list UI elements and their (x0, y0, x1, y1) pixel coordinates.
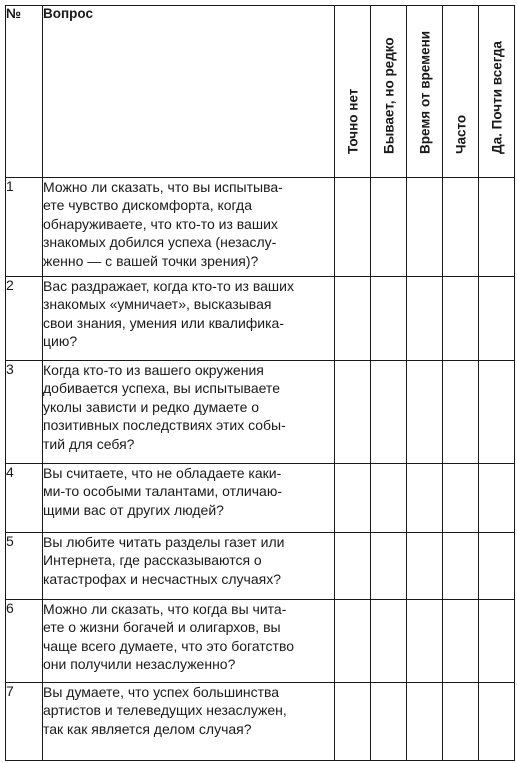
question-text (43, 178, 335, 277)
answer-cell[interactable] (335, 178, 371, 277)
answer-cell[interactable] (479, 178, 515, 277)
question-number: 6 (6, 600, 43, 683)
answer-cell[interactable] (443, 178, 479, 277)
questionnaire-table (5, 5, 515, 761)
answer-cell[interactable] (407, 683, 443, 761)
answer-cell[interactable] (407, 600, 443, 683)
question-line: Можно ли сказать, что когда вы чита- (43, 601, 287, 617)
answer-cell[interactable] (407, 277, 443, 361)
table-row (6, 464, 515, 533)
answer-cell[interactable] (407, 361, 443, 464)
question-number: 2 (6, 277, 43, 361)
header-option-label: Часто (453, 114, 468, 154)
header-option-never (335, 6, 371, 178)
question-line: позитивных последствиях этих собы- (43, 417, 286, 434)
answer-cell[interactable] (371, 178, 407, 277)
question-line: Когда кто-то из вашего окружения (43, 362, 264, 378)
answer-cell[interactable] (335, 533, 371, 600)
answer-cell[interactable] (479, 277, 515, 361)
question-number: 3 (6, 361, 43, 464)
question-line: Вы любите читать разделы газет или (43, 534, 285, 550)
question-line: добивается успеха, вы испытываете (43, 380, 280, 397)
question-number: 4 (6, 464, 43, 533)
question-text (43, 361, 335, 464)
question-line: тий для себя? (43, 435, 135, 452)
table-row (6, 361, 515, 464)
question-line: Вас раздражает, когда кто-то из ваших (43, 278, 294, 294)
answer-cell[interactable] (371, 683, 407, 761)
table-row (6, 178, 515, 277)
answer-cell[interactable] (371, 533, 407, 600)
answer-cell[interactable] (335, 361, 371, 464)
answer-cell[interactable] (479, 600, 515, 683)
answer-cell[interactable] (407, 464, 443, 533)
question-number: 7 (6, 683, 43, 761)
answer-cell[interactable] (443, 277, 479, 361)
answer-cell[interactable] (371, 277, 407, 361)
header-option-always (479, 6, 515, 178)
question-line: артистов и телеведущих незаслужен, (43, 702, 287, 719)
question-line: цию? (43, 333, 78, 350)
answer-cell[interactable] (443, 683, 479, 761)
header-option-label: Да. Почти всегда (489, 41, 504, 154)
answer-cell[interactable] (443, 533, 479, 600)
question-line: катастрофах и несчастных случаях? (43, 570, 281, 587)
header-number: № (6, 6, 43, 178)
question-text (43, 683, 335, 761)
question-line: ете о жизни богачей и олигархов, вы (43, 619, 281, 636)
question-line: ете чувство дискомфорта, когда (43, 197, 252, 214)
question-line: Вы думаете, что успех большинства (43, 684, 280, 700)
table-row (6, 683, 515, 761)
question-line: знакомых «умничает», высказывая (43, 296, 272, 313)
answer-cell[interactable] (479, 683, 515, 761)
answer-cell[interactable] (335, 277, 371, 361)
answer-cell[interactable] (407, 533, 443, 600)
answer-cell[interactable] (443, 464, 479, 533)
question-line: свои знания, умения или квалифика- (43, 314, 285, 331)
question-text (43, 464, 335, 533)
question-text (43, 533, 335, 600)
header-option-label: Точно нет (345, 88, 360, 154)
question-line: уколы зависти и редко думаете о (43, 398, 260, 415)
answer-cell[interactable] (479, 464, 515, 533)
table-row (6, 533, 515, 600)
header-option-label: Время от времени (417, 30, 432, 154)
question-line: Вы считаете, что не обладаете каки- (43, 465, 282, 481)
question-text (43, 277, 335, 361)
answer-cell[interactable] (407, 178, 443, 277)
header-option-often (443, 6, 479, 178)
question-line: женно — с вашей точки зрения)? (43, 252, 259, 269)
table-row (6, 277, 515, 361)
answer-cell[interactable] (479, 361, 515, 464)
question-text (43, 600, 335, 683)
answer-cell[interactable] (371, 361, 407, 464)
question-line: ми-то особыми талантами, отличаю- (43, 483, 282, 500)
question-line: так как является делом случая? (43, 720, 252, 737)
answer-cell[interactable] (335, 464, 371, 533)
answer-cell[interactable] (443, 600, 479, 683)
answer-cell[interactable] (371, 464, 407, 533)
question-line: они получили незаслуженно? (43, 656, 236, 673)
answer-cell[interactable] (479, 533, 515, 600)
answer-cell[interactable] (443, 361, 479, 464)
question-line: Интернета, где рассказываются о (43, 552, 262, 569)
answer-cell[interactable] (371, 600, 407, 683)
header-row (6, 6, 515, 178)
question-number: 5 (6, 533, 43, 600)
header-question: Вопрос (43, 6, 335, 178)
answer-cell[interactable] (335, 683, 371, 761)
header-option-label: Бывает, но редко (381, 37, 396, 154)
question-number: 1 (6, 178, 43, 277)
question-line: обнаруживаете, что кто-то из ваших (43, 215, 278, 232)
question-line: Можно ли сказать, что вы испытыва- (43, 179, 283, 195)
header-option-sometimes (407, 6, 443, 178)
table-row (6, 600, 515, 683)
question-line: щими вас от других людей? (43, 501, 224, 518)
question-line: знакомых добился успеха (незаслу- (43, 234, 277, 251)
header-option-rarely (371, 6, 407, 178)
answer-cell[interactable] (335, 600, 371, 683)
question-line: чаще всего думаете, что это богатство (43, 637, 295, 654)
